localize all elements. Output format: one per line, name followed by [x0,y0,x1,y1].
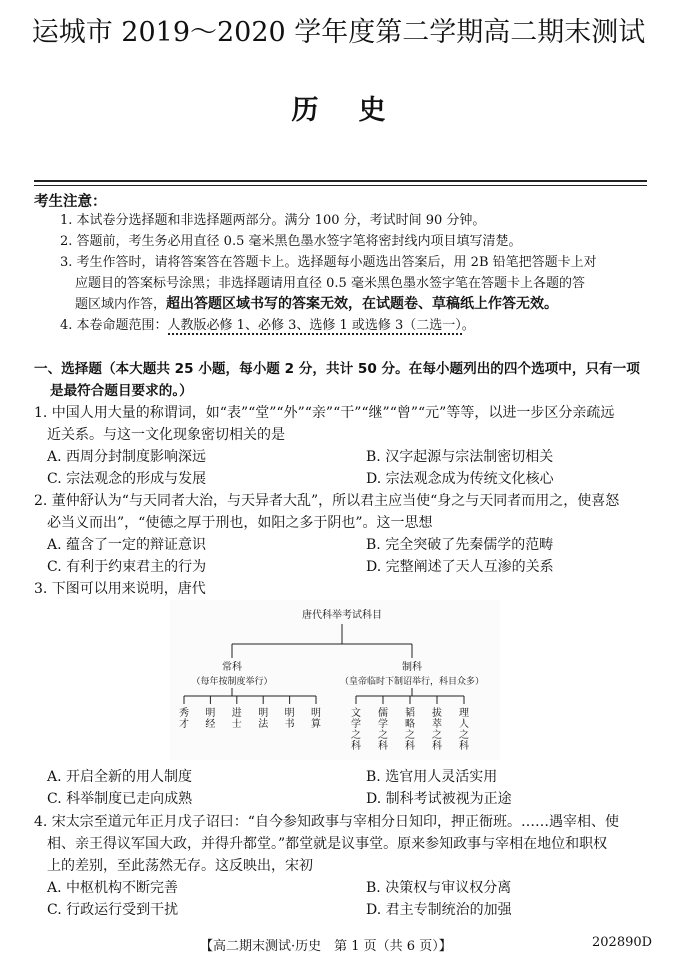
question-1-option-d[interactable]: D. 宗法观念成为传统文化核心 [366,471,554,487]
diagram-zhike: 制科 [402,662,422,673]
question-3-option-a[interactable]: A. 开启全新的用人制度 [47,769,193,785]
question-1-line2: 近关系。与这一文化现象密切相关的是 [47,427,285,443]
diagram-zhike-note: （皇帝临时下制诏举行，科目众多） [339,677,485,687]
diagram-changke-item-2: 明经 [205,708,216,730]
notice-item-4 [60,315,475,336]
question-3-line1: 3. 下图可以用来说明，唐代 [34,581,206,597]
notice-item-2: 2. 答题前，考生务必用直径 0.5 毫米黑色墨水签字笔将密封线内项目填写清楚。 [60,234,522,249]
notice-item-3-line3-normal: 题区域内作答， [75,297,167,312]
diagram-zhike-item-1: 文学之科 [351,708,361,752]
question-4-line2: 相、亲王得议军国大政，并得升都堂。”都堂就是议事堂。原来参知政事与宰相在地位和职权 [47,836,608,852]
question-2-line1: 2. 董仲舒认为“与天同者大治，与天异者大乱”，所以君主应当使“身之与天同者而用之，使喜怒 [34,493,620,509]
diagram-changke-note: （每年按制度举行） [191,677,273,687]
exam-title: 运城市 2019～2020 学年度第二学期高二期末测试 [31,17,646,48]
notice-item-3-line3 [75,294,558,315]
notice-item-4-suffix: 。 [461,318,475,333]
notice-item-4-scope: 人教版必修 1、必修 3、选修 1 或选修 3（二选一） [167,318,462,333]
question-4-option-c[interactable]: C. 行政运行受到干扰 [47,902,179,918]
exam-subjects-diagram [170,600,500,760]
question-4-option-b[interactable]: B. 决策权与审议权分离 [366,880,512,896]
question-3-option-b[interactable]: B. 选官用人灵活实用 [366,769,498,785]
question-2-option-b[interactable]: B. 完全突破了先秦儒学的范畴 [366,537,554,553]
question-2-option-d[interactable]: D. 完整阐述了天人互渗的关系 [366,559,554,575]
divider-thick [34,180,647,182]
diagram-changke-item-4: 明法 [258,708,269,730]
question-3-option-d[interactable]: D. 制科考试被视为正途 [366,791,512,807]
diagram-changke-item-6: 明算 [311,708,321,730]
footer-page-info: 【高二期末测试·历史 第 1 页（共 6 页）】 [200,939,452,954]
notice-item-3-warning: 超出答题区域书写的答案无效，在试题卷、草稿纸上作答无效。 [166,296,559,312]
question-1-line1: 1. 中国人用大量的称谓词，如“表”“堂”“外”“亲”“干”“继”“曾”“元”等等，以进一步区分亲疏远 [34,405,615,421]
diagram-zhike-item-2: 儒学之科 [378,708,388,752]
question-2-option-a[interactable]: A. 蕴含了一定的辩证意识 [47,537,207,553]
diagram-zhike-item-3: 韬略之科 [405,708,415,752]
question-4-line1: 4. 宋太宗至道元年正月戊子诏曰：“自今参知政事与宰相分日知印，押正衙班。……遇宰相、使 [34,814,619,830]
subject-title: 历史 [291,95,426,126]
notice-item-3-line1: 3. 考生作答时，请将答案答在答题卡上。选择题每小题选出答案后，用 2B 铅笔把答题卡上对 [60,255,597,270]
question-1-option-a[interactable]: A. 西周分封制度影响深远 [47,449,207,465]
diagram-changke-item-1: 秀才 [179,708,189,730]
question-2-option-c[interactable]: C. 有利于约束君主的行为 [47,559,207,575]
diagram-zhike-item-4: 拔萃之科 [432,708,442,752]
question-4-line3: 上的差别，至此荡然无存。这反映出，宋初 [47,858,313,874]
notice-heading: 考生注意： [34,194,107,210]
diagram-changke: 常科 [222,662,242,673]
question-3-option-c[interactable]: C. 科举制度已走向成熟 [47,791,193,807]
question-1-option-c[interactable]: C. 宗法观念的形成与发展 [47,471,207,487]
section-heading-line1: 一、选择题（本大题共 25 小题，每小题 2 分，共计 50 分。在每小题列出的四个选项中，只有一项 [34,361,640,377]
footer-code: 202890D [592,935,653,950]
section-heading-line2: 是最符合题目要求的。） [50,383,193,399]
diagram-title: 唐代科举考试科目 [302,610,382,621]
diagram-changke-item-3: 进士 [231,708,242,730]
diagram-changke-item-5: 明书 [284,708,295,730]
question-1-option-b[interactable]: B. 汉字起源与宗法制密切相关 [366,449,554,465]
notice-item-3-line2: 应题目的答案标号涂黑；非选择题请用直径 0.5 毫米黑色墨水签字笔在答题卡上各题的答 [75,276,585,291]
question-4-option-a[interactable]: A. 中枢机构不断完善 [47,880,179,896]
notice-item-4-prefix: 4. 本卷命题范围： [60,318,168,333]
diagram-zhike-item-5: 理人之科 [459,708,469,752]
question-2-line2: 必当义而出”，“使德之厚于刑也，如阳之多于阴也”。这一思想 [47,515,433,531]
notice-item-1: 1. 本试卷分选择题和非选择题两部分。满分 100 分，考试时间 90 分钟。 [60,213,486,228]
question-4-option-d[interactable]: D. 君主专制统治的加强 [366,902,512,918]
divider-thin [34,185,647,186]
